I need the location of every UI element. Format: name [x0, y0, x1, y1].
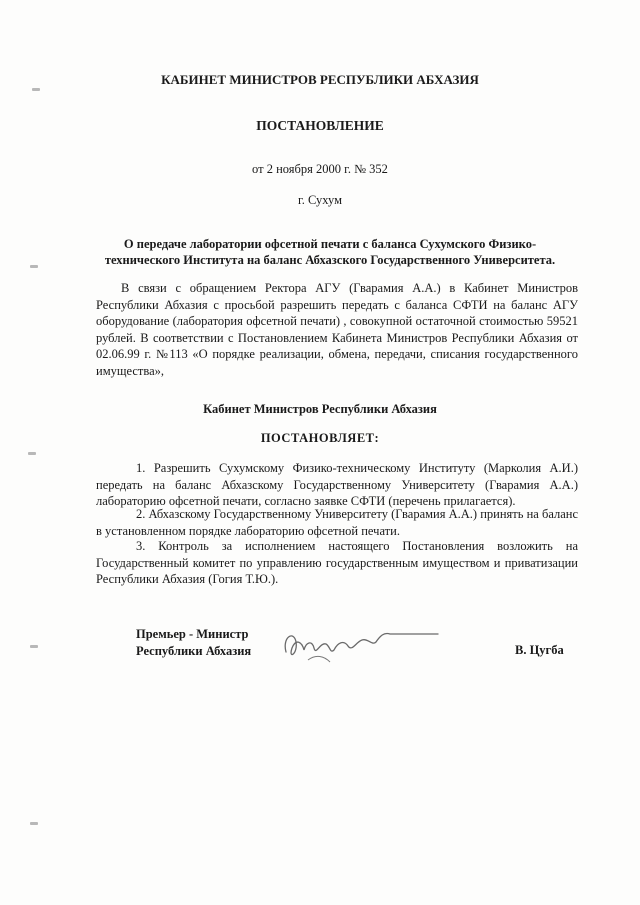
resolution-issuer: Кабинет Министров Республики Абхазия [203, 402, 437, 416]
scan-speck [30, 645, 38, 648]
signatory-title [136, 626, 251, 659]
preamble-paragraph: В связи с обращением Ректора АГУ (Гварамия А.А.) в Кабинет Министров Республики Абхазия с просьбой разрешить передать с баланса СФТИ на баланс АГУ оборудование (лаборатория офсетной печати) , совокупной остаточной стоимостью 59521 рублей. В соответствии с Постановлением Кабинета Министров Республики Абхазия от 02.06.99 г. №113 «О порядке реализации, обмена, передачи, списания государственного имущества», [96, 281, 578, 378]
resolution-item-1: 1. Разрешить Сухумскому Физико-техническому Институту (Марколия А.И.) передать на баланс Абхазскому Государственному Университету (Гварамия А.А.) лабораторию офсетной печати, согласно заявке СФТИ (перечень прилагается). [96, 461, 578, 508]
handwritten-signature [272, 612, 442, 667]
scan-speck [28, 452, 36, 455]
signatory-name: В. Цугба [515, 643, 564, 657]
signatory-title-line-2: Республики Абхазия [136, 643, 252, 658]
resolution-verb: ПОСТАНОВЛЯЕТ: [260, 431, 380, 445]
scan-speck [30, 822, 38, 825]
scan-speck [30, 265, 38, 268]
issuing-body: КАБИНЕТ МИНИСТРОВ РЕСПУБЛИКИ АБХАЗИЯ [161, 72, 479, 87]
signatory-title-line-1: Премьер - Министр [136, 627, 249, 641]
resolution-item-3: 3. Контроль за исполнением настоящего Постановления возложить на Государственный комитет по управлению государственным имуществом и приватизации Республики Абхазия (Гогия Т.Ю.). [96, 539, 578, 586]
city: г. Сухум [297, 193, 342, 207]
date-number: от 2 ноября 2000 г. № 352 [252, 162, 388, 176]
scan-speck [32, 88, 40, 91]
document-type: ПОСТАНОВЛЕНИЕ [256, 118, 384, 133]
resolution-item-2: 2. Абхазскому Государственному Университету (Гварамия А.А.) принять на баланс в установленном порядке лабораторию офсетной печати. [96, 507, 578, 538]
subject-heading: О передаче лаборатории офсетной печати с баланса Сухумского Физико-технического Института на баланс Абхазского Государственного Университета. [104, 237, 556, 267]
